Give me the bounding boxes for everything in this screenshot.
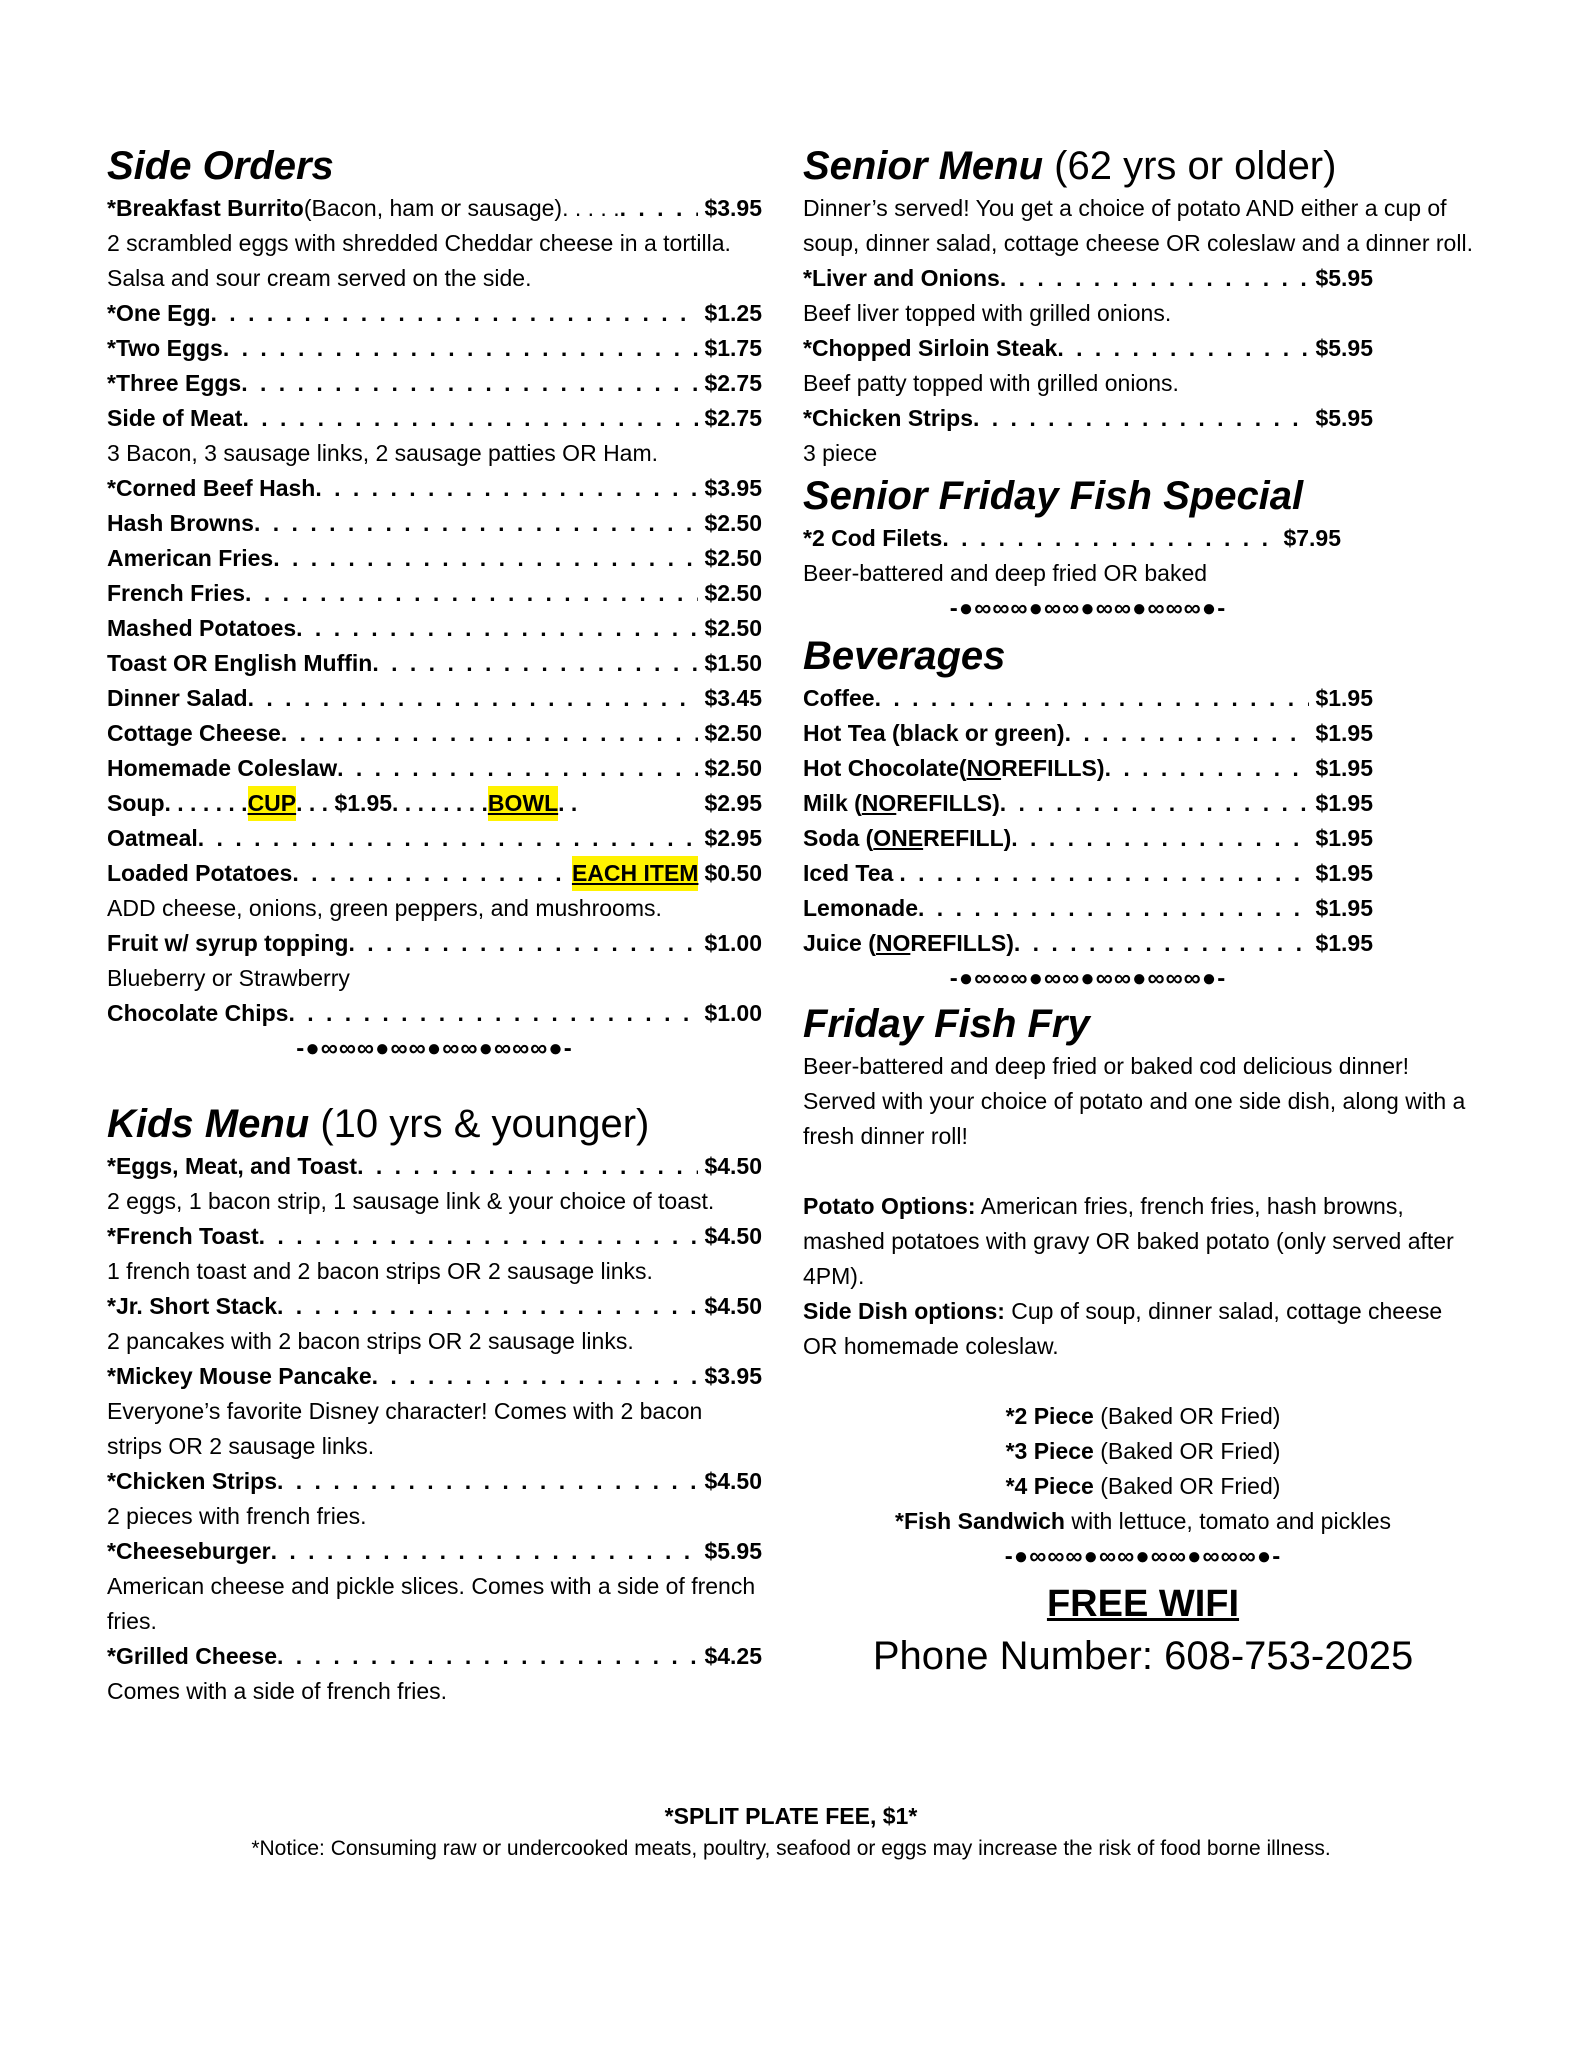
menu-item-eggs-meat-toast: *Eggs, Meat, and Toast . . . $4.50 bbox=[107, 1149, 762, 1184]
option-4-piece: *4 Piece (Baked OR Fried) bbox=[1005, 1473, 1281, 1499]
potato-options: Potato Options: American fries, french fries, hash browns, mashed potatoes with gravy OR baked potato (only served after 4PM). bbox=[803, 1193, 1454, 1289]
divider-ornament: -●∞∞∞●∞∞●∞∞●∞∞∞●- bbox=[1004, 1543, 1282, 1570]
option-2-piece: *2 Piece (Baked OR Fried) bbox=[1005, 1403, 1281, 1429]
menu-item-american-fries: American Fries . . . $2.50 bbox=[107, 541, 762, 576]
menu-item-mickey-mouse-pancake: *Mickey Mouse Pancake . . . $3.95 bbox=[107, 1359, 762, 1394]
menu-item-mashed-potatoes: Mashed Potatoes . . . $2.50 bbox=[107, 611, 762, 646]
fish-fry-title: Friday Fish Fry bbox=[803, 1002, 1090, 1046]
menu-item-jr-short-stack: *Jr. Short Stack . . . $4.50 bbox=[107, 1289, 762, 1324]
menu-item-soda: Soda ( ONE REFILL) . . . $1.95 bbox=[803, 821, 1373, 856]
cod-filets-desc: Beer-battered and deep fried OR baked bbox=[803, 560, 1208, 586]
menu-item-french-toast: *French Toast . . . $4.50 bbox=[107, 1219, 762, 1254]
menu-item-soup: Soup. . . . . . . CUP . . . $1.95. . . . . . . . BOWL . . $2.95 bbox=[107, 786, 762, 821]
breakfast-burrito-desc: 2 scrambled eggs with shredded Cheddar cheese in a tortilla. Salsa and sour cream served on the side. bbox=[107, 230, 731, 291]
side-dish-options: Side Dish options: Cup of soup, dinner salad, cottage cheese OR homemade coleslaw. bbox=[803, 1298, 1443, 1359]
phone-number: Phone Number: 608-753-2025 bbox=[872, 1634, 1414, 1678]
menu-item-oatmeal: Oatmeal . . . $2.95 bbox=[107, 821, 762, 856]
eggs-meat-toast-desc: 2 eggs, 1 bacon strip, 1 sausage link & your choice of toast. bbox=[107, 1188, 715, 1214]
divider-ornament: -●∞∞∞●∞∞●∞∞●∞∞∞●- bbox=[296, 1035, 573, 1062]
senior-menu-intro: Dinner’s served! You get a choice of potato AND either a cup of soup, dinner salad, cottage cheese OR coleslaw and a dinner roll. bbox=[803, 195, 1473, 256]
french-toast-desc: 1 french toast and 2 bacon strips OR 2 sausage links. bbox=[107, 1258, 653, 1284]
kids-menu-title: Kids Menu (10 yrs & younger) bbox=[107, 1102, 650, 1146]
menu-item-kids-chicken-strips: *Chicken Strips . . . $4.50 bbox=[107, 1464, 762, 1499]
menu-item-fruit: Fruit w/ syrup topping . . . $1.00 bbox=[107, 926, 762, 961]
jr-short-stack-desc: 2 pancakes with 2 bacon strips OR 2 sausage links. bbox=[107, 1328, 634, 1354]
senior-fish-title: Senior Friday Fish Special bbox=[803, 474, 1304, 518]
side-of-meat-desc: 3 Bacon, 3 sausage links, 2 sausage patties OR Ham. bbox=[107, 440, 659, 466]
menu-item-cottage-cheese: Cottage Cheese . . . $2.50 bbox=[107, 716, 762, 751]
menu-item-lemonade: Lemonade . . . $1.95 bbox=[803, 891, 1373, 926]
free-wifi-label: FREE WIFI bbox=[1046, 1583, 1240, 1625]
beverages-list bbox=[803, 681, 1373, 961]
cheeseburger-desc: American cheese and pickle slices. Comes with a side of french fries. bbox=[107, 1573, 756, 1634]
side-orders-title: Side Orders bbox=[107, 144, 334, 188]
right-column bbox=[803, 143, 1483, 1683]
menu-item-corned-beef-hash: *Corned Beef Hash . . . $3.95 bbox=[107, 471, 762, 506]
mickey-mouse-pancake-desc: Everyone’s favorite Disney character! Comes with 2 bacon strips OR 2 sausage links. bbox=[107, 1398, 703, 1459]
grilled-cheese-desc: Comes with a side of french fries. bbox=[107, 1678, 448, 1704]
menu-item-juice: Juice ( NO REFILLS) . . . $1.95 bbox=[803, 926, 1373, 961]
each-item-highlight: EACH ITEM bbox=[572, 856, 699, 891]
soup-cup-highlight: CUP bbox=[248, 786, 297, 821]
menu-item-milk: Milk ( NO REFILLS) . . . $1.95 bbox=[803, 786, 1373, 821]
menu-item-hot-chocolate: Hot Chocolate( NO REFILLS) . . . $1.95 bbox=[803, 751, 1373, 786]
loaded-potatoes-desc: ADD cheese, onions, green peppers, and mushrooms. bbox=[107, 895, 662, 921]
menu-item-chopped-sirloin: *Chopped Sirloin Steak . . . $5.95 bbox=[803, 331, 1373, 366]
menu-item-one-egg: *One Egg . . . $1.25 bbox=[107, 296, 762, 331]
menu-item-side-of-meat: Side of Meat . . . $2.75 bbox=[107, 401, 762, 436]
menu-item-breakfast-burrito: *Breakfast Burrito (Bacon, ham or sausage). . . . . . . . $3.95 bbox=[107, 191, 762, 226]
option-fish-sandwich: *Fish Sandwich with lettuce, tomato and pickles bbox=[895, 1508, 1391, 1534]
senior-chicken-strips-desc: 3 piece bbox=[803, 440, 878, 466]
menu-item-homemade-coleslaw: Homemade Coleslaw . . . $2.50 bbox=[107, 751, 762, 786]
menu-item-liver-onions: *Liver and Onions . . . $5.95 bbox=[803, 261, 1373, 296]
senior-menu-title: Senior Menu (62 yrs or older) bbox=[803, 144, 1337, 188]
fish-fry-intro: Beer-battered and deep fried or baked cod delicious dinner! Served with your choice of potato and one side dish, along with a fresh dinner roll! bbox=[803, 1053, 1466, 1149]
beverages-title: Beverages bbox=[803, 634, 1006, 678]
option-3-piece: *3 Piece (Baked OR Fried) bbox=[1005, 1438, 1281, 1464]
menu-item-grilled-cheese: *Grilled Cheese . . . $4.25 bbox=[107, 1639, 762, 1674]
divider-ornament: -●∞∞∞●∞∞●∞∞●∞∞∞●- bbox=[949, 965, 1227, 992]
left-column bbox=[107, 143, 762, 1709]
soup-bowl-highlight: BOWL bbox=[488, 786, 558, 821]
menu-item-hot-tea: Hot Tea (black or green) . . . $1.95 bbox=[803, 716, 1373, 751]
menu-item-hash-browns: Hash Browns . . . $2.50 bbox=[107, 506, 762, 541]
food-safety-notice: *Notice: Consuming raw or undercooked meats, poultry, seafood or eggs may increase the risk of food borne illness. bbox=[251, 1837, 1331, 1860]
menu-item-coffee: Coffee . . . $1.95 bbox=[803, 681, 1373, 716]
fruit-desc: Blueberry or Strawberry bbox=[107, 965, 350, 991]
menu-item-loaded-potatoes: Loaded Potatoes . . . EACH ITEM $0.50 bbox=[107, 856, 762, 891]
menu-item-three-eggs: *Three Eggs . . . $2.75 bbox=[107, 366, 762, 401]
split-plate-fee: *SPLIT PLATE FEE, $1* bbox=[664, 1803, 918, 1829]
menu-item-french-fries: French Fries . . . $2.50 bbox=[107, 576, 762, 611]
menu-item-iced-tea: Iced Tea . . . $1.95 bbox=[803, 856, 1373, 891]
liver-onions-desc: Beef liver topped with grilled onions. bbox=[803, 300, 1172, 326]
menu-item-chocolate-chips: Chocolate Chips . . . $1.00 bbox=[107, 996, 762, 1031]
menu-item-toast: Toast OR English Muffin . . . $1.50 bbox=[107, 646, 762, 681]
menu-item-two-eggs: *Two Eggs . . . $1.75 bbox=[107, 331, 762, 366]
menu-item-cod-filets: *2 Cod Filets . . . $7.95 bbox=[803, 521, 1341, 556]
menu-item-cheeseburger: *Cheeseburger . . . $5.95 bbox=[107, 1534, 762, 1569]
menu-item-dinner-salad: Dinner Salad . . . $3.45 bbox=[107, 681, 762, 716]
kids-chicken-strips-desc: 2 pieces with french fries. bbox=[107, 1503, 367, 1529]
chopped-sirloin-desc: Beef patty topped with grilled onions. bbox=[803, 370, 1179, 396]
divider-ornament: -●∞∞∞●∞∞●∞∞●∞∞∞●- bbox=[949, 595, 1227, 622]
menu-item-senior-chicken-strips: *Chicken Strips . . . $5.95 bbox=[803, 401, 1373, 436]
